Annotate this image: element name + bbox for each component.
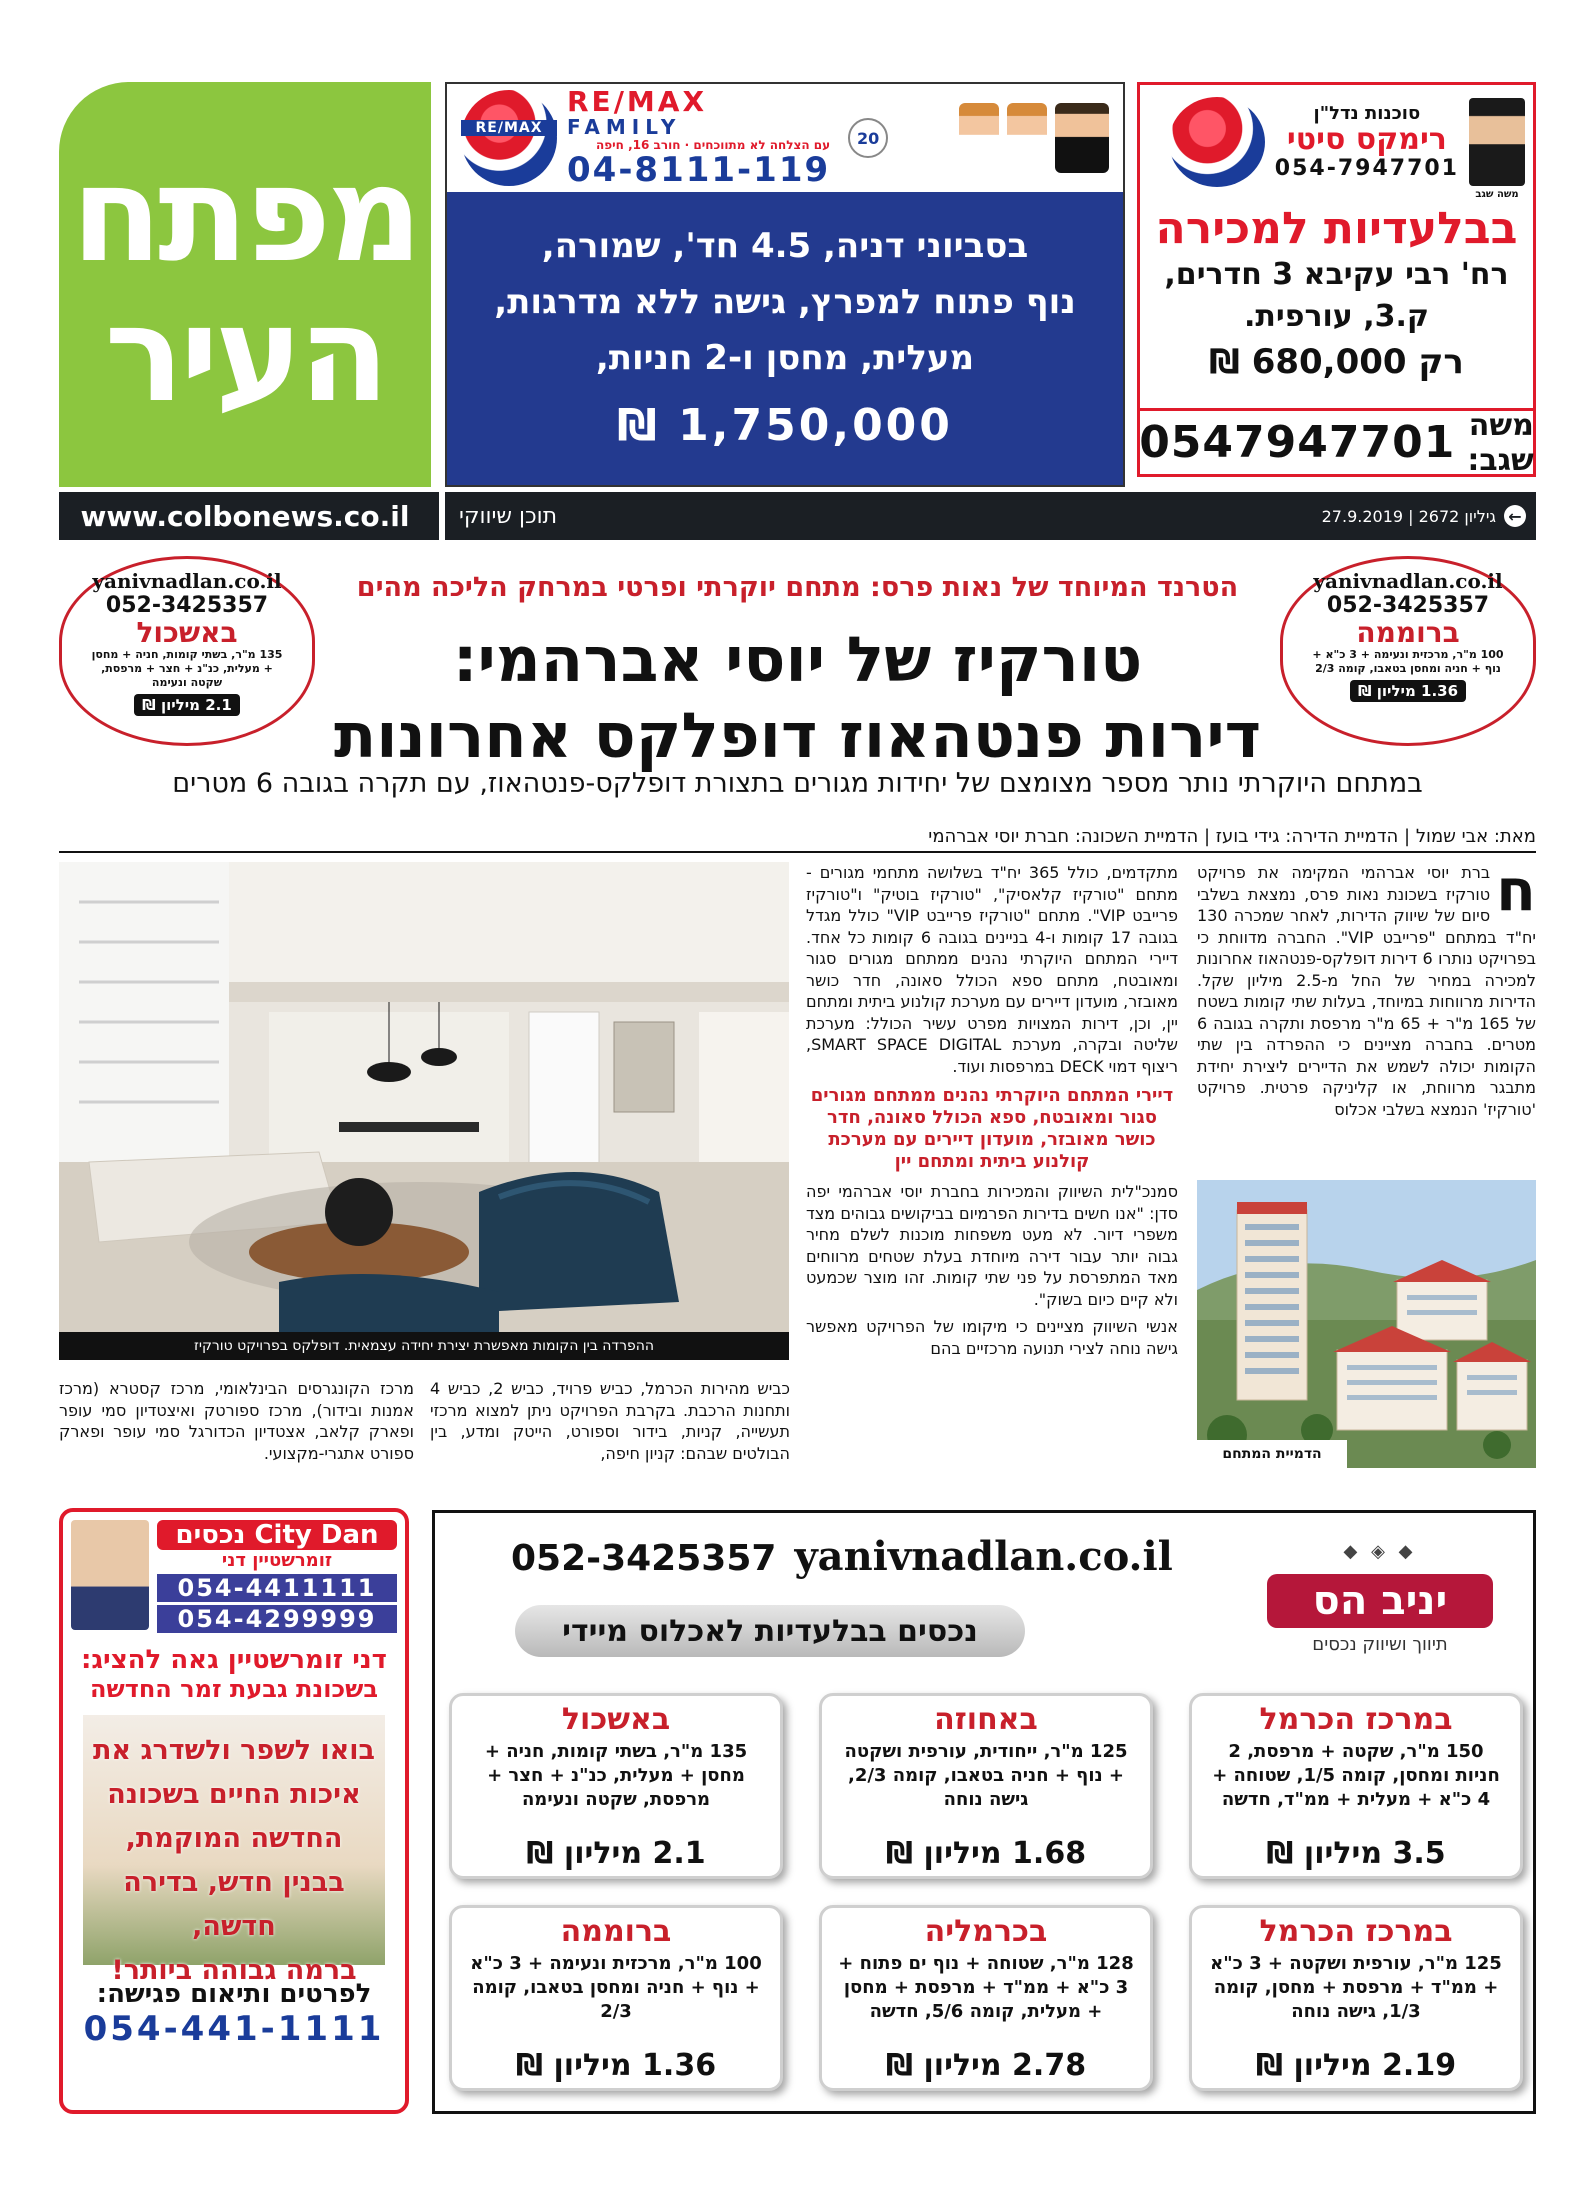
logo-line-1: מפתח [71,137,419,292]
listing-card[interactable]: באחוזה 125 מ"ר, ייחודית, עורפית ושקטה + נוף + חניה בטאבו, קומה 2/3, גישה נוחה 1.68 מיליון ₪ [819,1693,1153,1879]
agent-portrait: משה שגב [1469,98,1525,186]
yaniv-logo: ◆ ◈ ◆ יניב הס תיווך ושיווק נכסים [1267,1541,1493,1655]
remax-family-listing [447,194,1123,485]
listing-card[interactable]: ברוממה 100 מ"ר, מרכזית ונעימה + 3 כ"א + נוף + חניה ומחסן בטאבו, קומה 2/3 1.36 מיליון ₪ [449,1905,783,2091]
agent-photo [71,1520,149,1630]
article-kicker: הטרנד המיוחד של נאות פרס: מתחם יוקרתי ופרטי במרחק הליכה מהים [356,572,1239,603]
remax-city-line: ק.3, עורפית. [1243,299,1429,334]
article-column-4: מרכז הקונגרסים הבינלאומי, מרכז קסטרא (מרכז אמנות ובידור), מרכז ספורטק ואיצטדיון סמי עופר ופארק קלאב, אצטדיון הכדורגל סמי עופר ופארק ספורט אתגרי-מקצועי. [59,1379,414,1463]
yaniv-site-link[interactable]: yanivnadlan.co.il [794,1533,1173,1580]
city-dan-phone[interactable]: 054-4299999 [157,1605,397,1633]
agent-photo [1055,103,1109,173]
remax-city-line: רח' רבי עקיבא 3 חדרים, [1164,257,1509,292]
remax-brand-name: RE/MAX [567,85,708,118]
drop-cap: ח [1496,862,1536,924]
article-headline: טורקיז של יוסי אברהמי: דירות פנטהאוז דופלקס אחרונות [333,623,1262,772]
city-dan-cta-phone[interactable]: 054-441-1111 [83,2009,385,2049]
remax-city-contact: משה שגב: 0547947701 [1139,407,1534,478]
yaniv-contact [511,1533,1173,1580]
city-dan-ad [59,1508,409,2114]
issue-bar [59,492,1536,540]
pull-quote: דיירי המתחם היוקרתי נהנים ממתחם מגורים סגור ומאובטח, ספא הכולל סאונה, חדר כושר מאובזר, מועדון דיירים עם מערכת קולנוע ביתית ומתחם יין [810,1085,1174,1172]
sponsored-label: תוכן שיווקי [459,503,558,529]
listing-line: נוף פתוח למפרץ, גישה ללא מדרגות, [494,282,1076,322]
city-dan-cta: לפרטים ותיאום פגישה: [96,1979,372,2009]
article-byline: מאת: אבי שמול | הדמיית הדירה: גידי בועז | הדמיית השכונה: חברת יוסי אברהמי [59,826,1536,853]
remax-city-balloon-icon [1169,97,1265,187]
listing-card[interactable]: במרכז הכרמל 150 מ"ר, שקטה + מרפסת, 2 חניות ומחסן, קומה 1/5, שטוחה + 4 כ"א + מעלית + ממ"ד, חדשה 3.5 מיליון ₪ [1189,1693,1523,1879]
arrow-left-icon[interactable]: ← [1504,505,1526,527]
listing-badge-romema[interactable]: yanivnadlan.co.il 052-3425357 ברוממה 100 מ"ר, מרכזית ונעימה + 3 כ"א + נוף + חניה ומחסן בטאבו, קומה 2/3 1.36 מיליון ₪ [1280,556,1536,746]
listing-card[interactable]: במרכז הכרמל 125 מ"ר, עורפית ושקטה + 3 כ"א + ממ"ד + מרפסת + מחסן, קומה 1/3, גישה נוחה 2.19 מיליון ₪ [1189,1905,1523,2091]
remax-city-agency: סוכנות נדל"ן רימקס סיטי 054-7947701 [1274,103,1459,181]
anniversary-badge-icon: 20 [848,118,888,158]
duplex-interior-image [59,862,789,1332]
listing-price: 1,750,000 ₪ [617,400,953,451]
interior-caption: ההפרדה בין הקומות מאפשרת יצירת יחידה עצמאית. דופלקס בפרויקט טורקיז [59,1332,789,1360]
interior-illustration [59,862,789,1332]
site-url-link[interactable]: www.colbonews.co.il [80,499,410,533]
divider [439,492,445,540]
remax-city-heading: בבלעדיות למכירה [1155,203,1518,254]
newspaper-logo [59,82,431,487]
agent-photo [959,103,999,173]
remax-city-ad [1137,82,1536,477]
listing-card[interactable]: בכרמליה 128 מ"ר, שטוחה + נוף ים פתוח + 3 כ"א + ממ"ד + מרפסת + מחסן + מעלית, קומה 5/6, חדשה 2.78 מיליון ₪ [819,1905,1153,2091]
article-column-1: ח ברת יוסי אברהמי המקימה את פרויקט טורקיז בשכונת נאות פרס, נמצאת בשלבי סיום של שיווק הדירות, לאחר שמכרה 130 יח"ד במתחם "פרייבט VIP". החברה מדווחת כי בפרויקט נותרו 6 דירות דופלקס-פנטהאוז אחרונות למכירה במחיר של החל מ-2.5 מיליון שקל. הדירות מרווחות במיוחד, בעלות שתי קומות בשטח של 165 מ"ר + 65 מ"ר מרפסת ותקרה בגובה 6 מטרים. בחברה מציינים כי ההפרדה בין שתי הקומות יכולה לשמש את הדיירים ליצירת יחידת מתבגר מרווחת, או קליניקה פרטית. פרויקט 'טורקיז' הנמצא בשלבי אכלוס [1197,862,1536,1119]
article-subhead: במתחם היוקרתי נותר מספר מצומצם של יחידות מגורים בתצורת דופלקס-פנטהאוז, עם תקרה בגובה 6 מטרים [172,768,1423,799]
yaniv-phone[interactable]: 052-3425357 [511,1538,777,1579]
article-column-2: מתקדמים, כולל 365 יח"ד בשלושה מתחמי מגורים - מתחם "טורקיז קלאסיק", "טורקיז בוטיק" ו"טורקיז פרייבט VIP". מתחם "טורקיז פרייבט VIP" כולל מגדל בגובה 17 קומות ו-4 בניינים בגובה 6 קומות כל אחד. דיירי המתחם היוקרתי נהנים ממתחם מגורים סגור ומאובטח, מתחם ספא הכולל סאונה, חדר כושר מאובזר, מועדון דיירים עם מערכת קולנוע ביתית ומתחם יין, וכן, דירות המצויות מפרט עשיר הכולל: מערכת שליטה ובקרה, מערכת SMART SPACE DIGITAL, ריצוף דמוי DECK במרפסות ועוד. דיירי המתחם היוקרתי נהנים ממתחם מגורים סגור ומאובטח, ספא הכולל סאונה, חדר כושר מאובזר, מועדון דיירים עם מערכת קולנוע ביתית ומתחם יין סמנכ"לית השיווק והמכירות בחברת יוסי אברהמי יפה סדן: "אנו חשים בדירות הפרמיום בביקושים גבוהים מצד משפרי דיור. לא מעט משפחות מוכנות לשלם מחיר גבוה יותר עבור דירה מיוחדת בעלת שטחים מרווחים מאד המתפרסת על פני שתי קומות. זהו מוצר שכמעט ולא קיים כיום בשוק". אנשי השיווק מציינים כי מיקומו של הפרויקט מאפשר גישה נוחה לצירי תנועה מרכזיים בהם [806,863,1178,1358]
city-dan-phone[interactable]: 054-4411111 [157,1574,397,1602]
yaniv-listing-cards [449,1693,1523,2091]
agent-photo [1007,103,1047,173]
remax-balloon-icon: RE/MAX [461,90,557,186]
article-column-3: כביש מהירות הכרמל, כביש פרויד, כביש 2, כביש 4 ותחנות הרכבת. בקרבת הפרויקט ניתן למצוא מרכזי תעשייה, קניות, בידור וספורט, הייטק ומדע, בין הבולטים שבהם: קניון חיפה, [430,1379,790,1463]
remax-family-brand [567,85,831,190]
agent-photos [959,103,1109,173]
listing-badge-eshkol[interactable]: yanivnadlan.co.il 052-3425357 באשכול 135 מ"ר, בשתי קומות, חניה + מחסן + מעלית, כנ"נ + חצר + מרפסת, שקטה ונעימה 2.1 מיליון ₪ [59,556,315,746]
remax-brand-sub: FAMILY [567,115,682,139]
remax-city-header [1140,85,1533,200]
city-dan-header [63,1512,405,1633]
city-dan-brand: City Dan נכסים זומרשטיין דני 054-4411111 054-4299999 [157,1520,397,1633]
city-dan-promo-image: בואו לשפר ולשדרג את איכות החיים בשכונה החדשה המוקמת, בבנין חדש, בדירה חדשה, ברמה גבוהה ביותר! [83,1715,385,1965]
remax-family-ad [445,82,1125,487]
city-dan-location: בשכונת גבעת זמר החדשה [90,1675,378,1703]
listing-line: מעלית, מחסן ו-2 חניות, [595,338,975,378]
building-render-image [1197,1180,1536,1468]
building-caption: הדמיית המתחם [1197,1440,1347,1468]
remax-family-header [447,84,1123,194]
building-render-illustration [1197,1180,1536,1468]
ornament-icon: ◆ ◈ ◆ [1343,1541,1417,1562]
yaniv-hess-ad [432,1510,1536,2114]
remax-tagline: עם הצלחה לא מתווכחים · חורב 16, חיפה [596,138,831,152]
yaniv-banner: נכסים בבלעדיות לאכלוס מיידי [515,1605,1025,1657]
listing-line: בסביוני דניה, 4.5 חד', שמורה, [541,226,1029,266]
issue-info: ← גיליון 2672 | 27.9.2019 [1322,492,1526,540]
spacer [1197,1474,1536,1482]
remax-city-price: רק 680,000 ₪ [1209,342,1464,382]
listing-card[interactable]: באשכול 135 מ"ר, בשתי קומות, חניה + מחסן + מעלית, כנ"נ + חצר + מרפסת, שקטה ונעימה 2.1 מיליון ₪ [449,1693,783,1879]
logo-line-2: העיר [104,277,386,432]
remax-phone: 04-8111-119 [567,150,831,190]
city-dan-intro: דני זומרשטיין גאה להציג: [81,1645,387,1675]
